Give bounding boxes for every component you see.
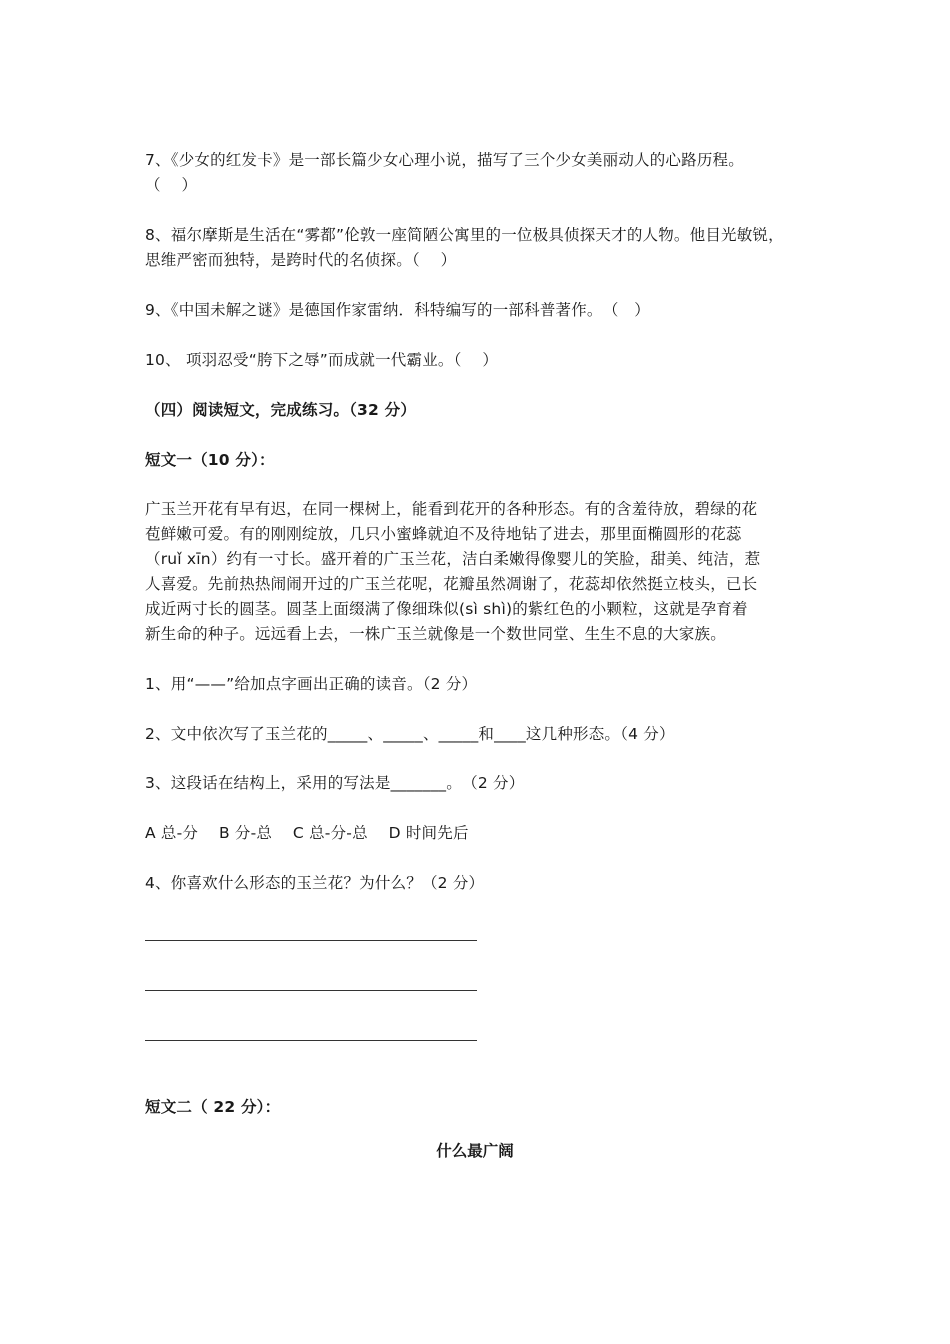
passage-1-line-1: 广玉兰开花有早有迟，在同一棵树上，能看到花开的各种形态。有的含羞待放，碧绿的花 — [145, 500, 758, 518]
item-7-answer-bracket: （ ） — [145, 176, 198, 194]
question-4: 4、你喜欢什么形态的玉兰花？为什么？（2 分） — [145, 874, 485, 892]
item-8-line-1: 8、福尔摩斯是生活在“雾都”伦敦一座简陋公寓里的一位极具侦探天才的人物。他目光敏锐， — [145, 226, 784, 244]
question-2: 2、文中依次写了玉兰花的_____、_____、_____和____这几种形态。（4 分） — [145, 725, 675, 743]
item-9: 9、《中国未解之谜》是德国作家雷纳．科特编写的一部科普著作。 （ ） — [145, 301, 650, 319]
passage-2-heading: 短文二（ 22 分）： — [145, 1098, 281, 1116]
item-8-line-2: 思维严密而独特，是跨时代的名侦探。（ ） — [145, 251, 457, 269]
passage-1-line-3: （ruǐ xīn）约有一寸长。盛开着的广玉兰花，洁白柔嫩得像婴儿的笑脸，甜美、纯洁，惹 — [145, 550, 761, 568]
answer-line — [145, 1040, 477, 1041]
passage-2-title: 什么最广阔 — [436, 1142, 514, 1160]
item-10: 10、 项羽忍受“胯下之辱”而成就一代霸业。（ ） — [145, 351, 499, 369]
passage-1-line-5: 成近两寸长的圆茎。圆茎上面缀满了像细珠似(sì shì)的紫红色的小颗粒，这就是孕育着 — [145, 600, 748, 618]
passage-1-line-2: 苞鲜嫩可爱。有的刚刚绽放，几只小蜜蜂就迫不及待地钻了进去，那里面椭圆形的花蕊 — [145, 525, 742, 543]
question-1: 1、用“——”给加点字画出正确的读音。（2 分） — [145, 675, 478, 693]
section-4-heading: （四）阅读短文，完成练习。（32 分） — [145, 401, 417, 419]
question-3-options: A 总-分 B 分-总 C 总-分-总 D 时间先后 — [145, 824, 469, 842]
passage-1-line-6: 新生命的种子。远远看上去，一株广玉兰就像是一个数世同堂、生生不息的大家族。 — [145, 625, 726, 643]
item-7-line-1: 7、《少女的红发卡》是一部长篇少女心理小说，描写了三个少女美丽动人的心路历程。 — [145, 151, 744, 169]
question-3: 3、这段话在结构上，采用的写法是_______。 （2 分） — [145, 774, 525, 792]
answer-line — [145, 990, 477, 991]
passage-1-heading: 短文一（10 分）： — [145, 451, 275, 469]
passage-1-line-4: 人喜爱。先前热热闹闹开过的广玉兰花呢，花瓣虽然凋谢了，花蕊却依然挺立枝头，已长 — [145, 575, 758, 593]
answer-line — [145, 940, 477, 941]
